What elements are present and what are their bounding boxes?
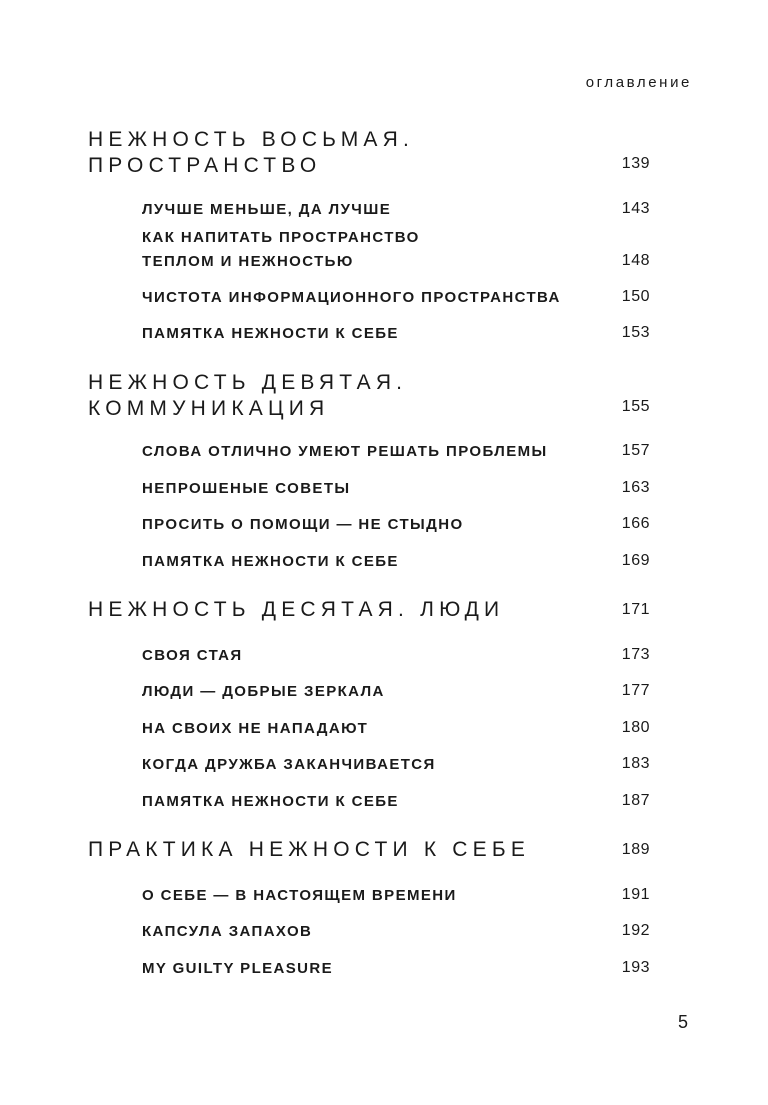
toc-section-line: ТЕПЛОМ И НЕЖНОСТЬЮ [142,253,354,270]
toc-section-line: О СЕБЕ — В НАСТОЯЩЕМ ВРЕМЕНИ [142,887,457,904]
chapter-title-line: НЕЖНОСТЬ ВОСЬМАЯ. [88,128,415,151]
chapter-title-line: НЕЖНОСТЬ ДЕВЯТАЯ. [88,371,408,394]
toc-section-line: КОГДА ДРУЖБА ЗАКАНЧИВАЕТСЯ [142,756,436,773]
toc-section [142,440,548,464]
section-page-number: 183 [621,755,650,772]
toc-section [142,717,368,741]
toc-section [142,322,399,346]
section-page-number: 180 [621,719,650,736]
toc-section [142,644,243,668]
toc-section-line: КАК НАПИТАТЬ ПРОСТРАНСТВО [142,229,420,246]
section-page-number: 169 [621,552,650,569]
toc-section-line: НЕПРОШЕНЫЕ СОВЕТЫ [142,480,351,497]
toc-section-line: СЛОВА ОТЛИЧНО УМЕЮТ РЕШАТЬ ПРОБЛЕМЫ [142,443,548,460]
toc-section-line: ЛЮДИ — ДОБРЫЕ ЗЕРКАЛА [142,683,385,700]
chapter-page-number: 155 [621,398,650,415]
chapter-title-line: ПРАКТИКА НЕЖНОСТИ К СЕБЕ [88,838,531,861]
section-page-number: 153 [621,324,650,341]
toc-section-line: СВОЯ СТАЯ [142,647,243,664]
chapter-title-line: НЕЖНОСТЬ ДЕСЯТАЯ. ЛЮДИ [88,598,505,621]
toc-section [142,198,391,222]
chapter-page-number: 139 [621,155,650,172]
toc-section [142,680,385,704]
toc-section [142,884,457,908]
chapter-page-number: 189 [621,841,650,858]
toc-section-line: ЛУЧШЕ МЕНЬШЕ, ДА ЛУЧШЕ [142,201,392,218]
section-page-number: 163 [621,479,650,496]
toc-section [142,957,333,981]
chapter-title [88,597,504,623]
toc-section-line: НА СВОИХ НЕ НАПАДАЮТ [142,720,369,737]
toc-section [142,477,350,501]
chapter-title [88,127,414,179]
section-page-number: 143 [621,200,650,217]
section-page-number: 150 [621,288,650,305]
toc-section-line: ПРОСИТЬ О ПОМОЩИ — НЕ СТЫДНО [142,516,464,533]
section-page-number: 173 [621,646,650,663]
chapter-title [88,370,407,422]
toc-section [142,790,399,814]
section-page-number: 166 [621,515,650,532]
section-page-number: 192 [621,922,650,939]
toc-section-line: ПАМЯТКА НЕЖНОСТИ К СЕБЕ [142,325,399,342]
section-page-number: 191 [621,886,650,903]
toc-section-line: ЧИСТОТА ИНФОРМАЦИОННОГО ПРОСТРАНСТВА [142,289,561,306]
toc-section-line: MY GUILTY PLEASURE [142,960,334,977]
section-page-number: 187 [621,792,650,809]
chapter-title-line: КОММУНИКАЦИЯ [88,397,330,420]
toc-section [142,286,561,310]
section-page-number: 148 [621,252,650,269]
toc-section [142,550,399,574]
toc-section-line: КАПСУЛА ЗАПАХОВ [142,923,313,940]
chapter-page-number: 171 [621,601,650,618]
toc-section [142,513,464,537]
chapter-title [88,837,530,863]
running-header: оглавление [585,74,692,91]
section-page-number: 157 [621,442,650,459]
toc-section [142,920,312,944]
chapter-title-line: ПРОСТРАНСТВО [88,154,322,177]
section-page-number: 177 [621,682,650,699]
toc-section [142,753,436,777]
section-page-number: 193 [621,959,650,976]
toc-section-line: ПАМЯТКА НЕЖНОСТИ К СЕБЕ [142,793,399,810]
toc-section [142,226,420,274]
toc-section-line: ПАМЯТКА НЕЖНОСТИ К СЕБЕ [142,553,399,570]
page-number: 5 [678,1012,689,1032]
